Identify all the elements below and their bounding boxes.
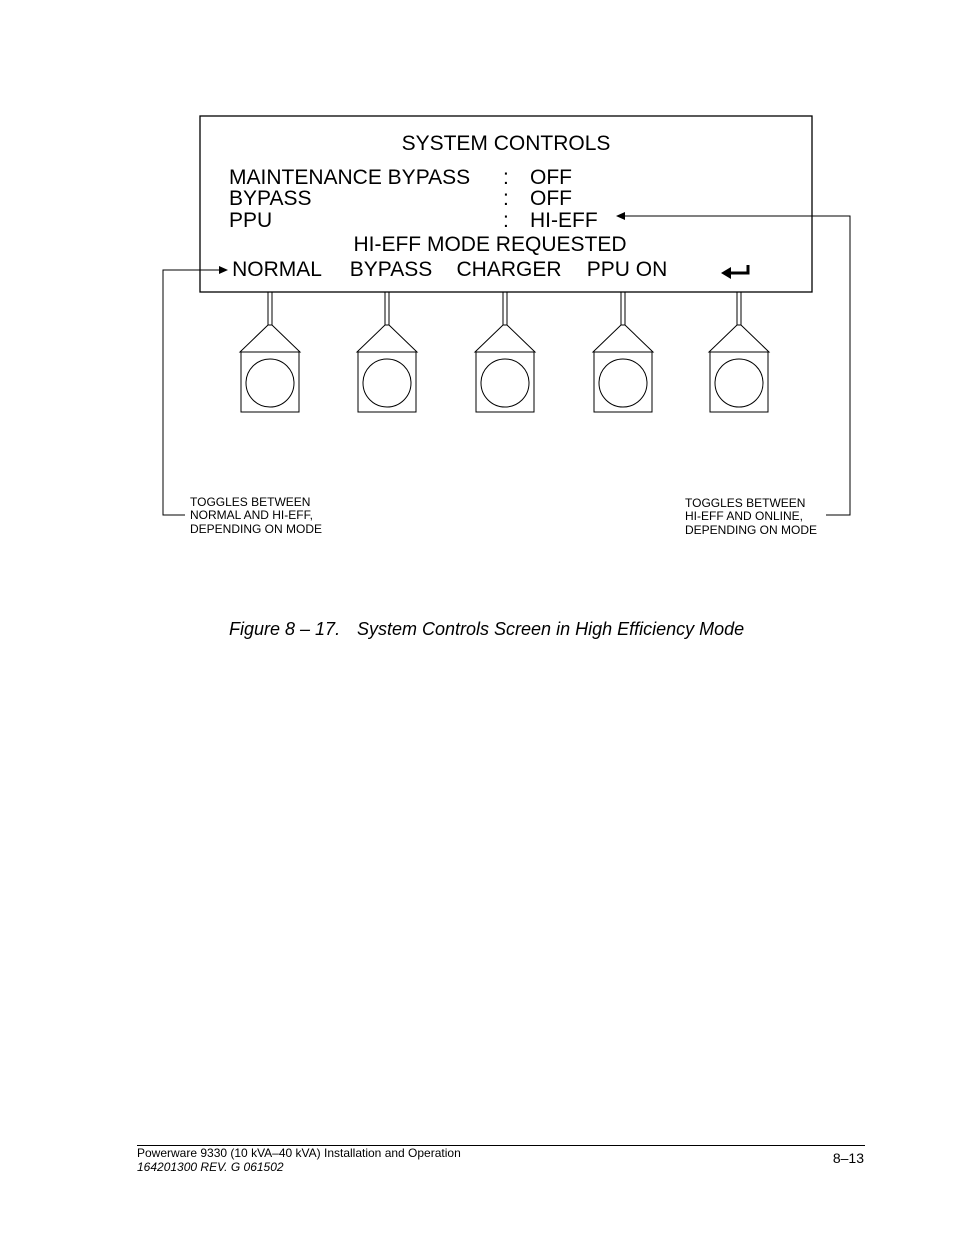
left-note-line-2: NORMAL AND HI-EFF, [190, 508, 313, 522]
softkey-button-4[interactable] [593, 292, 653, 412]
row-separator: : [503, 187, 509, 210]
row-separator: : [503, 166, 509, 189]
softkey-button-2[interactable] [357, 292, 417, 412]
row-value-maintenance-bypass: OFF [530, 166, 572, 189]
left-callout-leader [163, 266, 228, 515]
row-separator: : [503, 209, 509, 232]
right-note-line-3: DEPENDING ON MODE [685, 523, 818, 537]
softkey-label-charger: CHARGER [456, 258, 562, 281]
status-message: HI-EFF MODE REQUESTED [353, 233, 627, 256]
row-value-ppu: HI-EFF [530, 209, 598, 232]
left-note-line-1: TOGGLES BETWEEN [190, 495, 311, 509]
right-note-line-1: TOGGLES BETWEEN [685, 496, 806, 510]
softkey-button-1[interactable] [240, 292, 300, 412]
row-label-bypass: BYPASS [229, 187, 312, 210]
figure-title: System Controls Screen in High Efficiency Mode [357, 619, 745, 639]
footer-revision: 164201300 REV. G 061502 [137, 1160, 284, 1174]
page-number: 8–13 [832, 1150, 864, 1166]
row-value-bypass: OFF [530, 187, 572, 210]
softkey-button-3[interactable] [475, 292, 535, 412]
right-note-line-2: HI-EFF AND ONLINE, [685, 509, 804, 523]
softkey-label-bypass: BYPASS [349, 258, 433, 281]
softkey-button-5[interactable] [709, 292, 769, 412]
footer-info [137, 1146, 461, 1174]
row-label-maintenance-bypass: MAINTENANCE BYPASS [229, 166, 471, 189]
figure-number: Figure 8 – 17. [229, 619, 341, 639]
left-note-line-3: DEPENDING ON MODE [190, 522, 323, 536]
softkey-label-normal: NORMAL [232, 258, 322, 281]
footer-title: Powerware 9330 (10 kVA–40 kVA) Installation and Operation [137, 1146, 461, 1160]
softkey-label-ppu-on: PPU ON [586, 258, 668, 281]
screen-title: SYSTEM CONTROLS [401, 132, 611, 155]
row-label-ppu: PPU [229, 209, 273, 232]
figure-caption [229, 619, 744, 640]
